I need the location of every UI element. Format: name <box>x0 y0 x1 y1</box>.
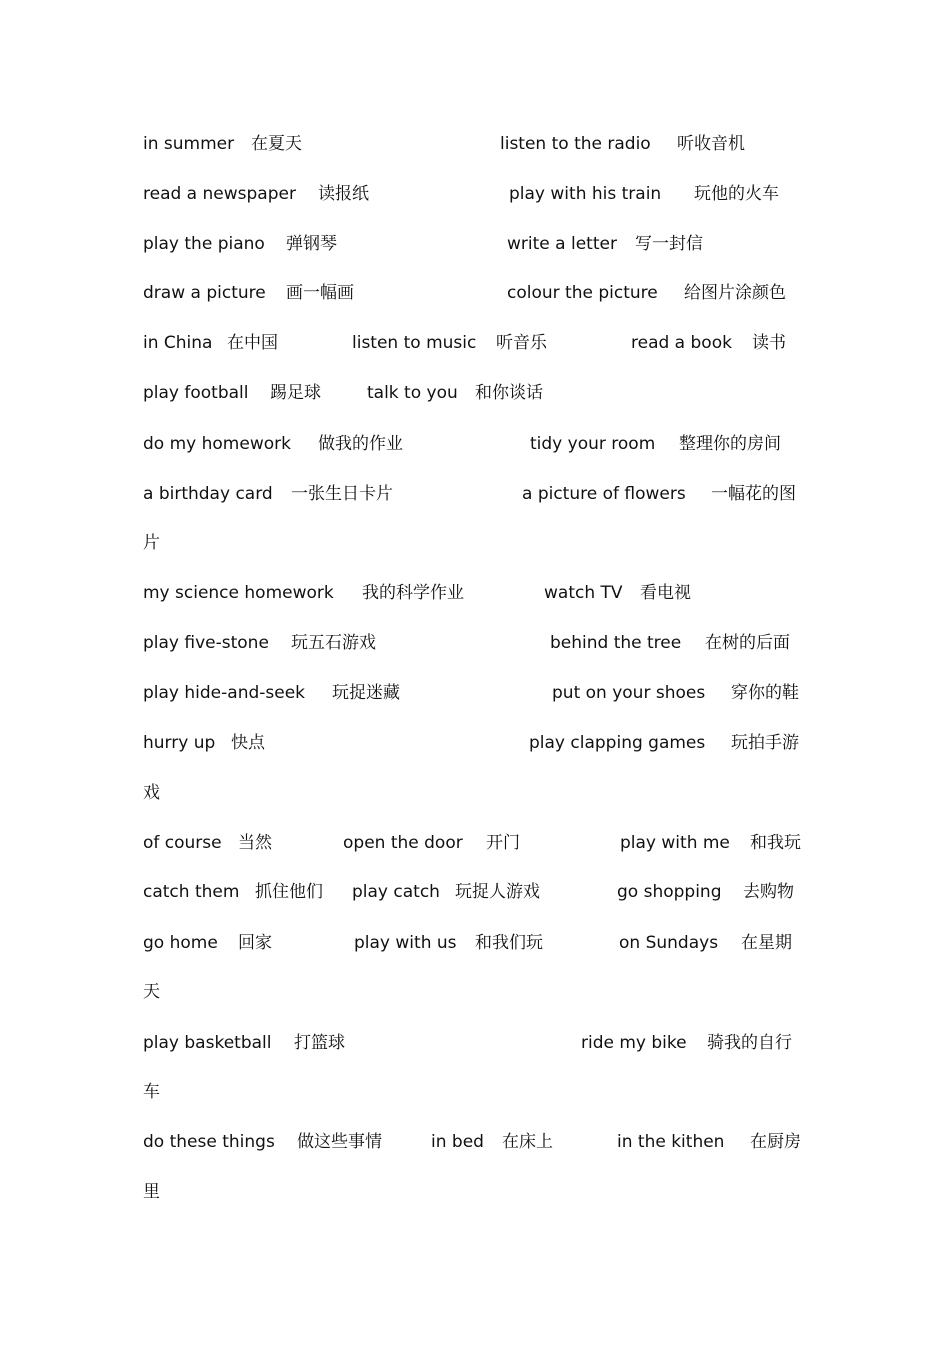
english-phrase: play with me <box>620 833 730 853</box>
english-phrase: of course <box>143 833 222 853</box>
chinese-meaning: 抓住他们 <box>255 882 323 902</box>
wrapped-line <box>0 1177 950 1207</box>
english-phrase: talk to you <box>367 383 458 403</box>
english-phrase: play with his train <box>509 184 662 204</box>
english-phrase: a birthday card <box>143 484 273 504</box>
english-phrase: watch TV <box>544 583 623 603</box>
english-phrase: read a book <box>631 333 732 353</box>
chinese-meaning-continued: 车 <box>143 1082 160 1102</box>
chinese-meaning: 在星期 <box>741 933 792 953</box>
english-phrase: do these things <box>143 1132 275 1152</box>
english-phrase: play catch <box>352 882 440 902</box>
english-phrase: my science homework <box>143 583 334 603</box>
chinese-meaning: 写一封信 <box>635 234 703 254</box>
chinese-meaning: 一幅花的图 <box>711 484 796 504</box>
chinese-meaning: 读书 <box>752 333 786 353</box>
chinese-meaning: 弹钢琴 <box>286 234 337 254</box>
chinese-meaning: 玩他的火车 <box>694 184 779 204</box>
english-phrase: do my homework <box>143 434 291 454</box>
english-phrase: in the kithen <box>617 1132 725 1152</box>
chinese-meaning: 在夏天 <box>251 134 302 154</box>
chinese-meaning: 做我的作业 <box>318 434 403 454</box>
english-phrase: read a newspaper <box>143 184 296 204</box>
chinese-meaning: 打篮球 <box>294 1033 345 1053</box>
phrase-line <box>0 1028 950 1058</box>
chinese-meaning: 玩捉人游戏 <box>455 882 540 902</box>
english-phrase: behind the tree <box>550 633 682 653</box>
chinese-meaning-continued: 戏 <box>143 783 160 803</box>
english-phrase: in bed <box>431 1132 484 1152</box>
english-phrase: play the piano <box>143 234 265 254</box>
english-phrase: listen to music <box>352 333 477 353</box>
phrase-line <box>0 1127 950 1157</box>
english-phrase: colour the picture <box>507 283 658 303</box>
chinese-meaning: 快点 <box>231 733 265 753</box>
chinese-meaning: 和你谈话 <box>475 383 543 403</box>
chinese-meaning: 穿你的鞋 <box>731 683 799 703</box>
english-phrase: ride my bike <box>581 1033 687 1053</box>
phrase-line <box>0 229 950 259</box>
chinese-meaning: 做这些事情 <box>297 1132 382 1152</box>
english-phrase: in China <box>143 333 213 353</box>
chinese-meaning: 在床上 <box>502 1132 553 1152</box>
chinese-meaning-continued: 片 <box>143 533 160 553</box>
chinese-meaning: 读报纸 <box>318 184 369 204</box>
wrapped-line <box>0 977 950 1007</box>
english-phrase: play basketball <box>143 1033 272 1053</box>
chinese-meaning: 在中国 <box>227 333 278 353</box>
chinese-meaning: 一张生日卡片 <box>291 484 393 504</box>
chinese-meaning: 当然 <box>238 833 272 853</box>
chinese-meaning-continued: 天 <box>143 982 160 1002</box>
chinese-meaning: 在厨房 <box>750 1132 801 1152</box>
chinese-meaning: 玩五石游戏 <box>291 633 376 653</box>
english-phrase: tidy your room <box>530 434 656 454</box>
wrapped-line <box>0 528 950 558</box>
phrase-line <box>0 628 950 658</box>
phrase-line <box>0 728 950 758</box>
chinese-meaning: 骑我的自行 <box>707 1033 792 1053</box>
chinese-meaning: 听音乐 <box>496 333 547 353</box>
chinese-meaning: 我的科学作业 <box>362 583 464 603</box>
phrase-line <box>0 429 950 459</box>
english-phrase: play clapping games <box>529 733 706 753</box>
chinese-meaning: 回家 <box>238 933 272 953</box>
chinese-meaning: 整理你的房间 <box>679 434 781 454</box>
english-phrase: hurry up <box>143 733 216 753</box>
phrase-line <box>0 828 950 858</box>
chinese-meaning-continued: 里 <box>143 1182 160 1202</box>
english-phrase: go shopping <box>617 882 722 902</box>
wrapped-line <box>0 778 950 808</box>
english-phrase: catch them <box>143 882 240 902</box>
english-phrase: open the door <box>343 833 463 853</box>
english-phrase: go home <box>143 933 218 953</box>
phrase-line <box>0 328 950 358</box>
chinese-meaning: 开门 <box>486 833 520 853</box>
english-phrase: play football <box>143 383 249 403</box>
english-phrase: draw a picture <box>143 283 266 303</box>
chinese-meaning: 和我玩 <box>750 833 801 853</box>
chinese-meaning: 和我们玩 <box>475 933 543 953</box>
english-phrase: play hide-and-seek <box>143 683 306 703</box>
wrapped-line <box>0 1077 950 1107</box>
chinese-meaning: 去购物 <box>743 882 794 902</box>
phrase-line <box>0 928 950 958</box>
phrase-line <box>0 378 950 408</box>
phrase-line <box>0 129 950 159</box>
phrase-line <box>0 877 950 907</box>
chinese-meaning: 玩捉迷藏 <box>332 683 400 703</box>
chinese-meaning: 踢足球 <box>270 383 321 403</box>
chinese-meaning: 给图片涂颜色 <box>684 283 786 303</box>
chinese-meaning: 在树的后面 <box>705 633 790 653</box>
chinese-meaning: 看电视 <box>640 583 691 603</box>
phrase-line <box>0 479 950 509</box>
english-phrase: in summer <box>143 134 235 154</box>
phrase-line <box>0 678 950 708</box>
chinese-meaning: 画一幅画 <box>286 283 354 303</box>
english-phrase: play with us <box>354 933 457 953</box>
chinese-meaning: 玩拍手游 <box>731 733 799 753</box>
english-phrase: on Sundays <box>619 933 719 953</box>
english-phrase: play five-stone <box>143 633 269 653</box>
chinese-meaning: 听收音机 <box>677 134 745 154</box>
phrase-line <box>0 179 950 209</box>
english-phrase: a picture of flowers <box>522 484 686 504</box>
english-phrase: put on your shoes <box>552 683 706 703</box>
english-phrase: write a letter <box>507 234 617 254</box>
phrase-line <box>0 278 950 308</box>
phrase-line <box>0 578 950 608</box>
english-phrase: listen to the radio <box>500 134 651 154</box>
